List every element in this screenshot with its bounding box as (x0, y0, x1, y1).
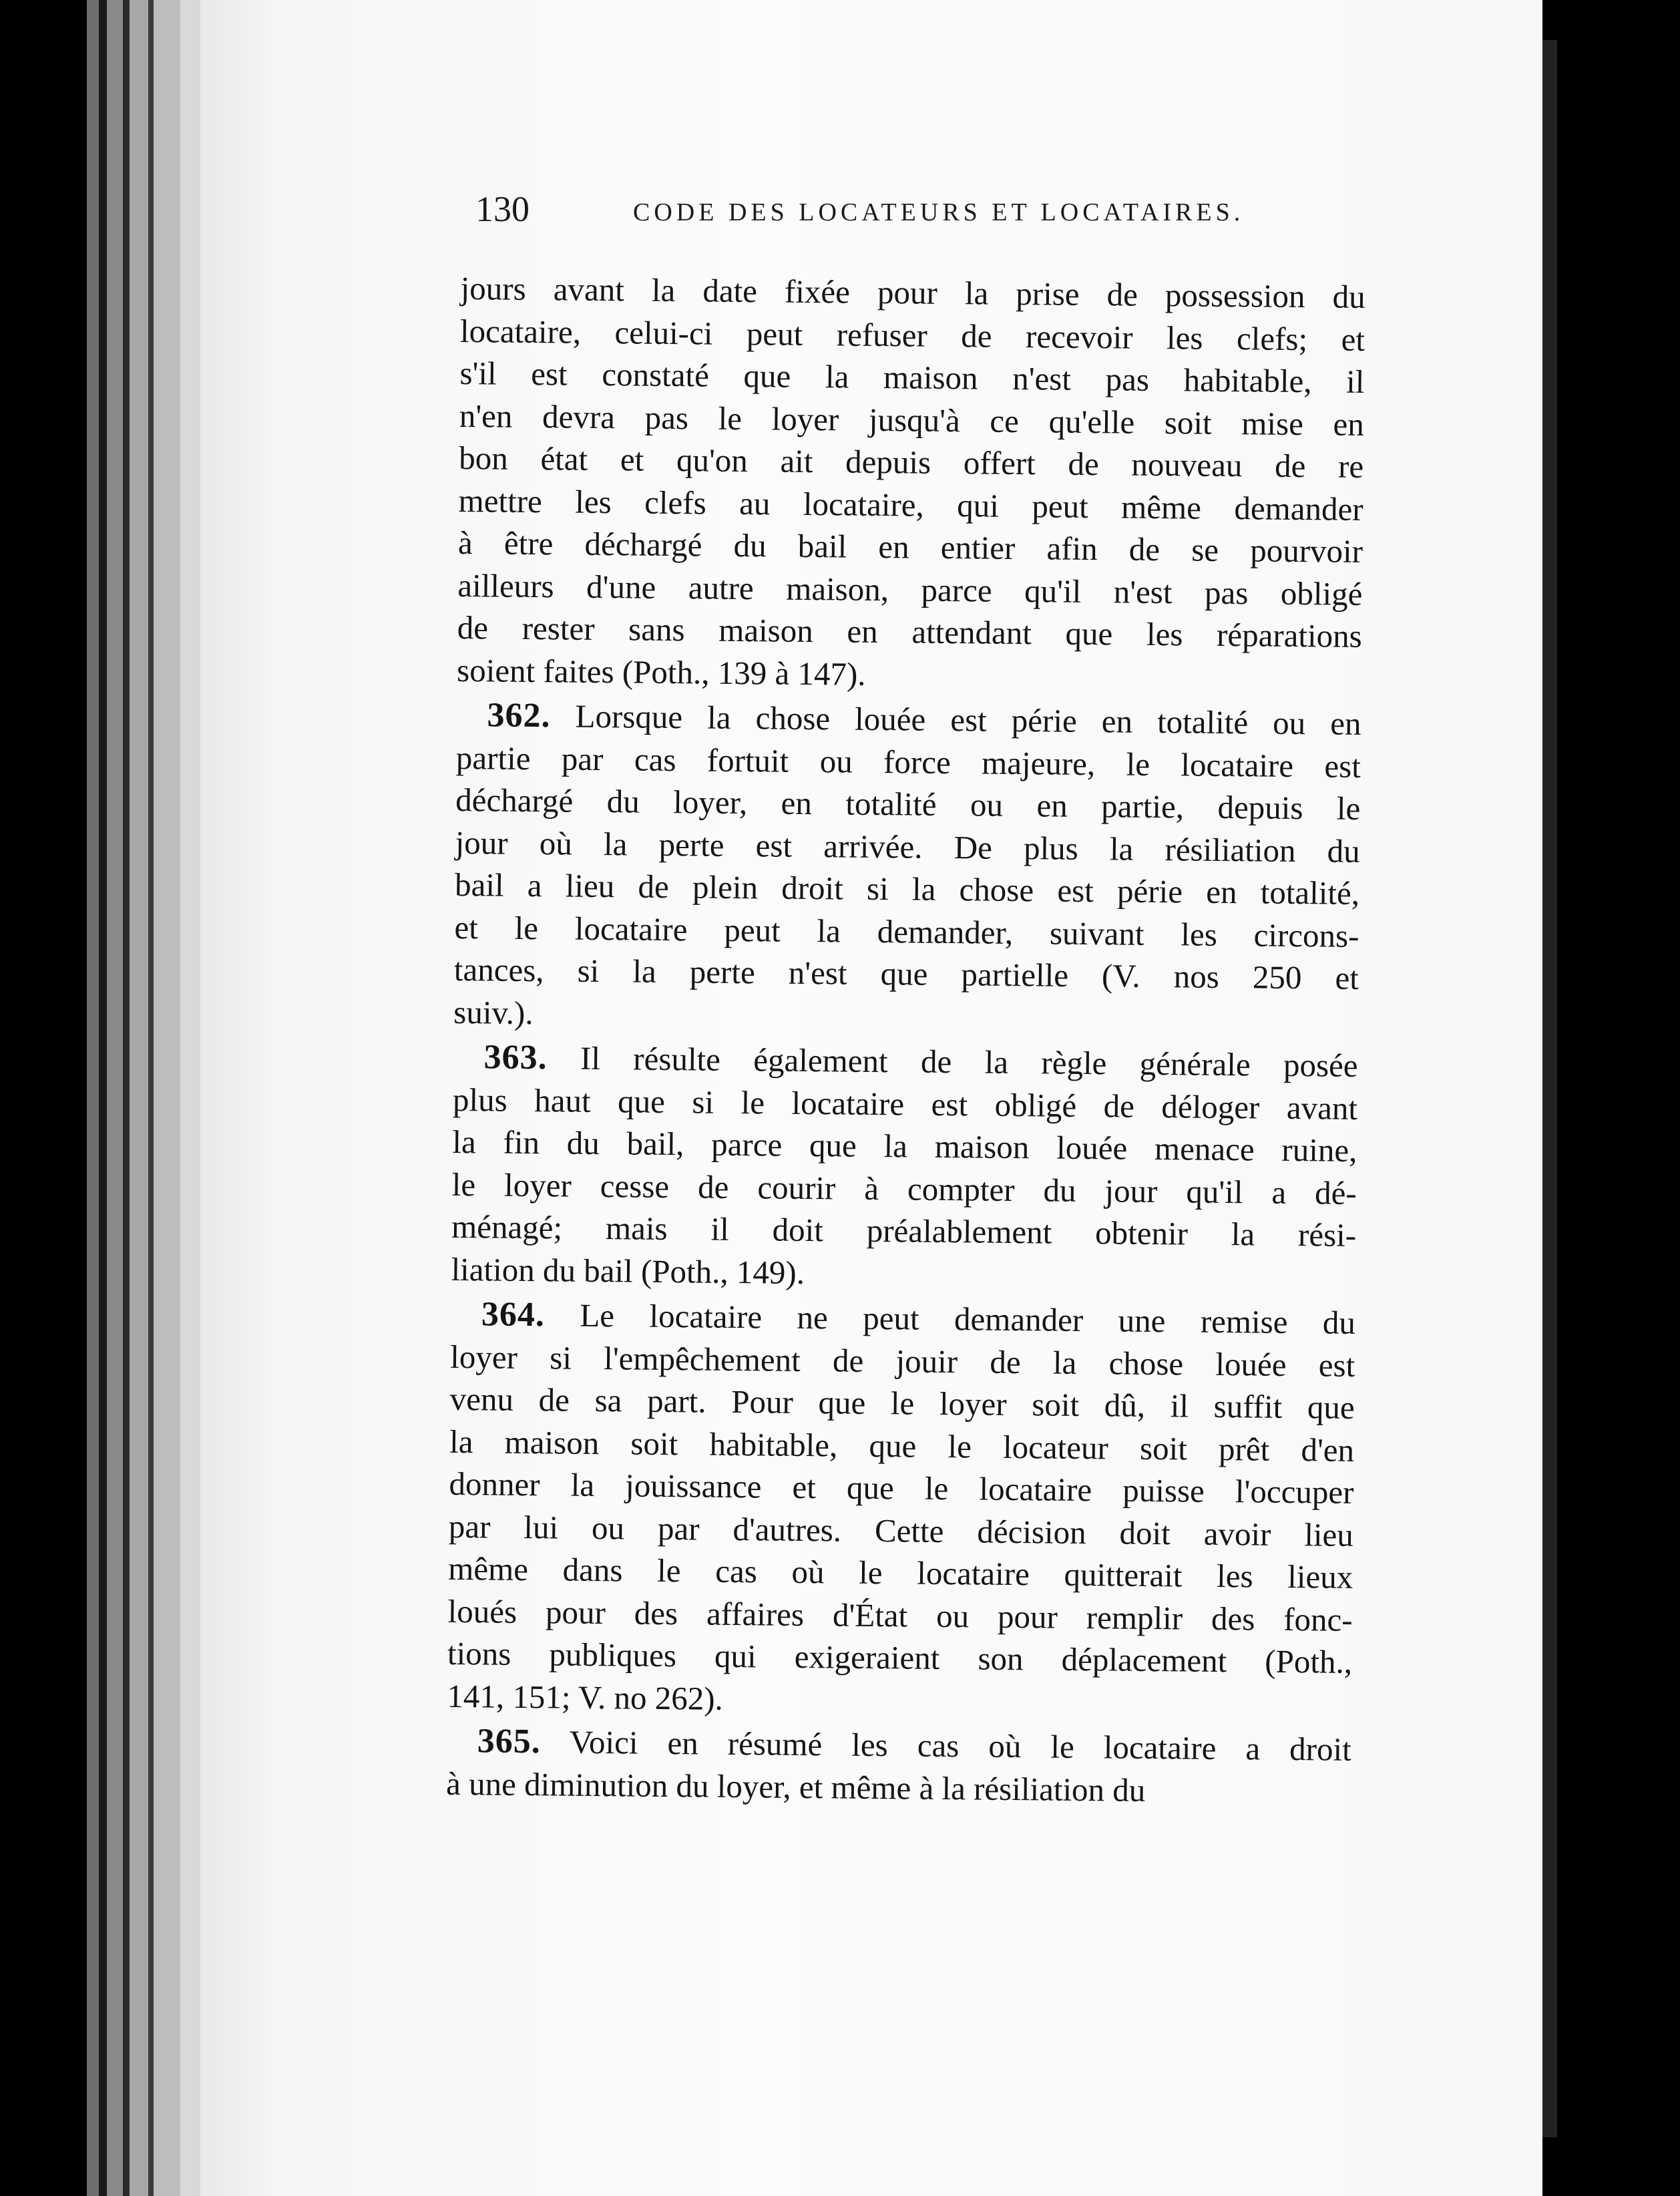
line-text: déchargé du loyer, en totalité ou en partie, depuis le (455, 781, 1361, 827)
next-page-edge (1542, 40, 1557, 2137)
paragraph (451, 1036, 1358, 1299)
text-line (451, 1248, 1356, 1299)
paragraph (453, 694, 1361, 1042)
line-text: plus haut que si le locataire est obligé de déloger avant (452, 1081, 1358, 1127)
line-text: le loyer cesse de courir à compter du jour qu'il a dé- (451, 1165, 1357, 1212)
paragraph (446, 1720, 1351, 1813)
binding-edge (180, 0, 200, 2196)
line-text: Voici en résumé les cas où le locataire a droit (569, 1723, 1352, 1768)
line-text: bon état et qu'on ait depuis offert de nouveau de re (458, 439, 1364, 485)
line-text: par lui ou par d'autres. Cette décision doit avoir lieu (448, 1507, 1354, 1553)
binding-edge (154, 0, 180, 2196)
paragraph (457, 267, 1366, 700)
line-text: loyer si l'empêchement de jouir de la chose louée est (450, 1338, 1355, 1384)
line-text: tions publiques qui exigeraient son déplacement (Poth., (447, 1634, 1353, 1680)
binding-edge (87, 0, 99, 2196)
binding-edge (148, 0, 154, 2196)
line-text: 141, 151; V. no 262). (447, 1677, 724, 1717)
line-text: à être déchargé du bail en entier afin de se pourvoir (457, 524, 1363, 570)
binding-edge (123, 0, 130, 2196)
text-line (457, 649, 1362, 700)
binding-edge (107, 0, 123, 2196)
line-text: Lorsque la chose louée est périe en totalité ou en (575, 697, 1361, 742)
line-text: liation du bail (Poth., 149). (451, 1250, 805, 1291)
line-text: de rester sans maison en attendant que les réparations (457, 608, 1363, 655)
line-text: ménagé; mais il doit préalablement obtenir la rési- (451, 1208, 1357, 1254)
line-text: suiv.). (453, 993, 534, 1031)
line-text: donner la jouissance et que le locataire puisse l'occuper (449, 1465, 1354, 1511)
line-text: tances, si la perte n'est que partielle (V. nos 250 et (453, 950, 1359, 996)
line-text: à une diminution du loyer, et même à la résiliation du (445, 1765, 1146, 1809)
line-text: Il résulte également de la règle générale posée (580, 1039, 1358, 1084)
text-line (453, 990, 1359, 1042)
line-text: locataire, celui-ci peut refuser de recevoir les clefs; et (459, 312, 1366, 358)
paragraph-number: 363. (483, 1038, 548, 1077)
line-text: jour où la perte est arrivée. De plus la résiliation du (455, 824, 1360, 870)
line-text: et le locataire peut la demander, suivant les circons- (454, 908, 1359, 954)
line-text: s'il est constaté que la maison n'est pas habitable, il (459, 354, 1365, 400)
line-text: mettre les clefs au locataire, qui peut même demander (458, 482, 1363, 528)
body-text (446, 267, 1366, 1813)
paragraph-number: 364. (481, 1295, 546, 1334)
text-line (454, 948, 1359, 1000)
paragraph-number: 365. (477, 1722, 542, 1761)
paragraph-number: 362. (487, 696, 551, 735)
line-text: Le locataire ne peut demander une remise du (580, 1296, 1356, 1341)
line-text: jours avant la date fixée pour la prise de possession du (460, 269, 1366, 316)
line-text: n'en devra pas le loyer jusqu'à ce qu'elle soit mise en (459, 397, 1365, 443)
line-text: la fin du bail, parce que la maison louée menace ruine, (452, 1123, 1357, 1169)
line-text: venu de sa part. Pour que le loyer soit dû, il suffit que (449, 1380, 1355, 1426)
line-text: la maison soit habitable, que le locateur soit prêt d'en (449, 1423, 1355, 1469)
line-text: bail a lieu de plein droit si la chose est périe en totalité, (454, 866, 1360, 912)
line-text: ailleurs d'une autre maison, parce qu'il n'est pas obligé (457, 566, 1363, 612)
line-text: loués pour des affaires d'État ou pour remplir des fonc- (447, 1592, 1353, 1638)
binding-edge (99, 0, 107, 2196)
text-line (446, 1762, 1351, 1813)
line-text: soient faites (Poth., 139 à 147). (456, 651, 866, 693)
running-title: CODE DES LOCATEURS ET LOCATAIRES. (633, 198, 1245, 226)
scan-border (1542, 0, 1680, 2196)
text-line (447, 1674, 1352, 1726)
line-text: partie par cas fortuit ou force majeure, le locataire est (455, 739, 1361, 785)
line-text: même dans le cas où le locataire quitterait les lieux (448, 1549, 1353, 1596)
paragraph (447, 1293, 1355, 1726)
running-head (475, 188, 1245, 248)
binding-edge (130, 0, 148, 2196)
page-number: 130 (475, 189, 530, 229)
